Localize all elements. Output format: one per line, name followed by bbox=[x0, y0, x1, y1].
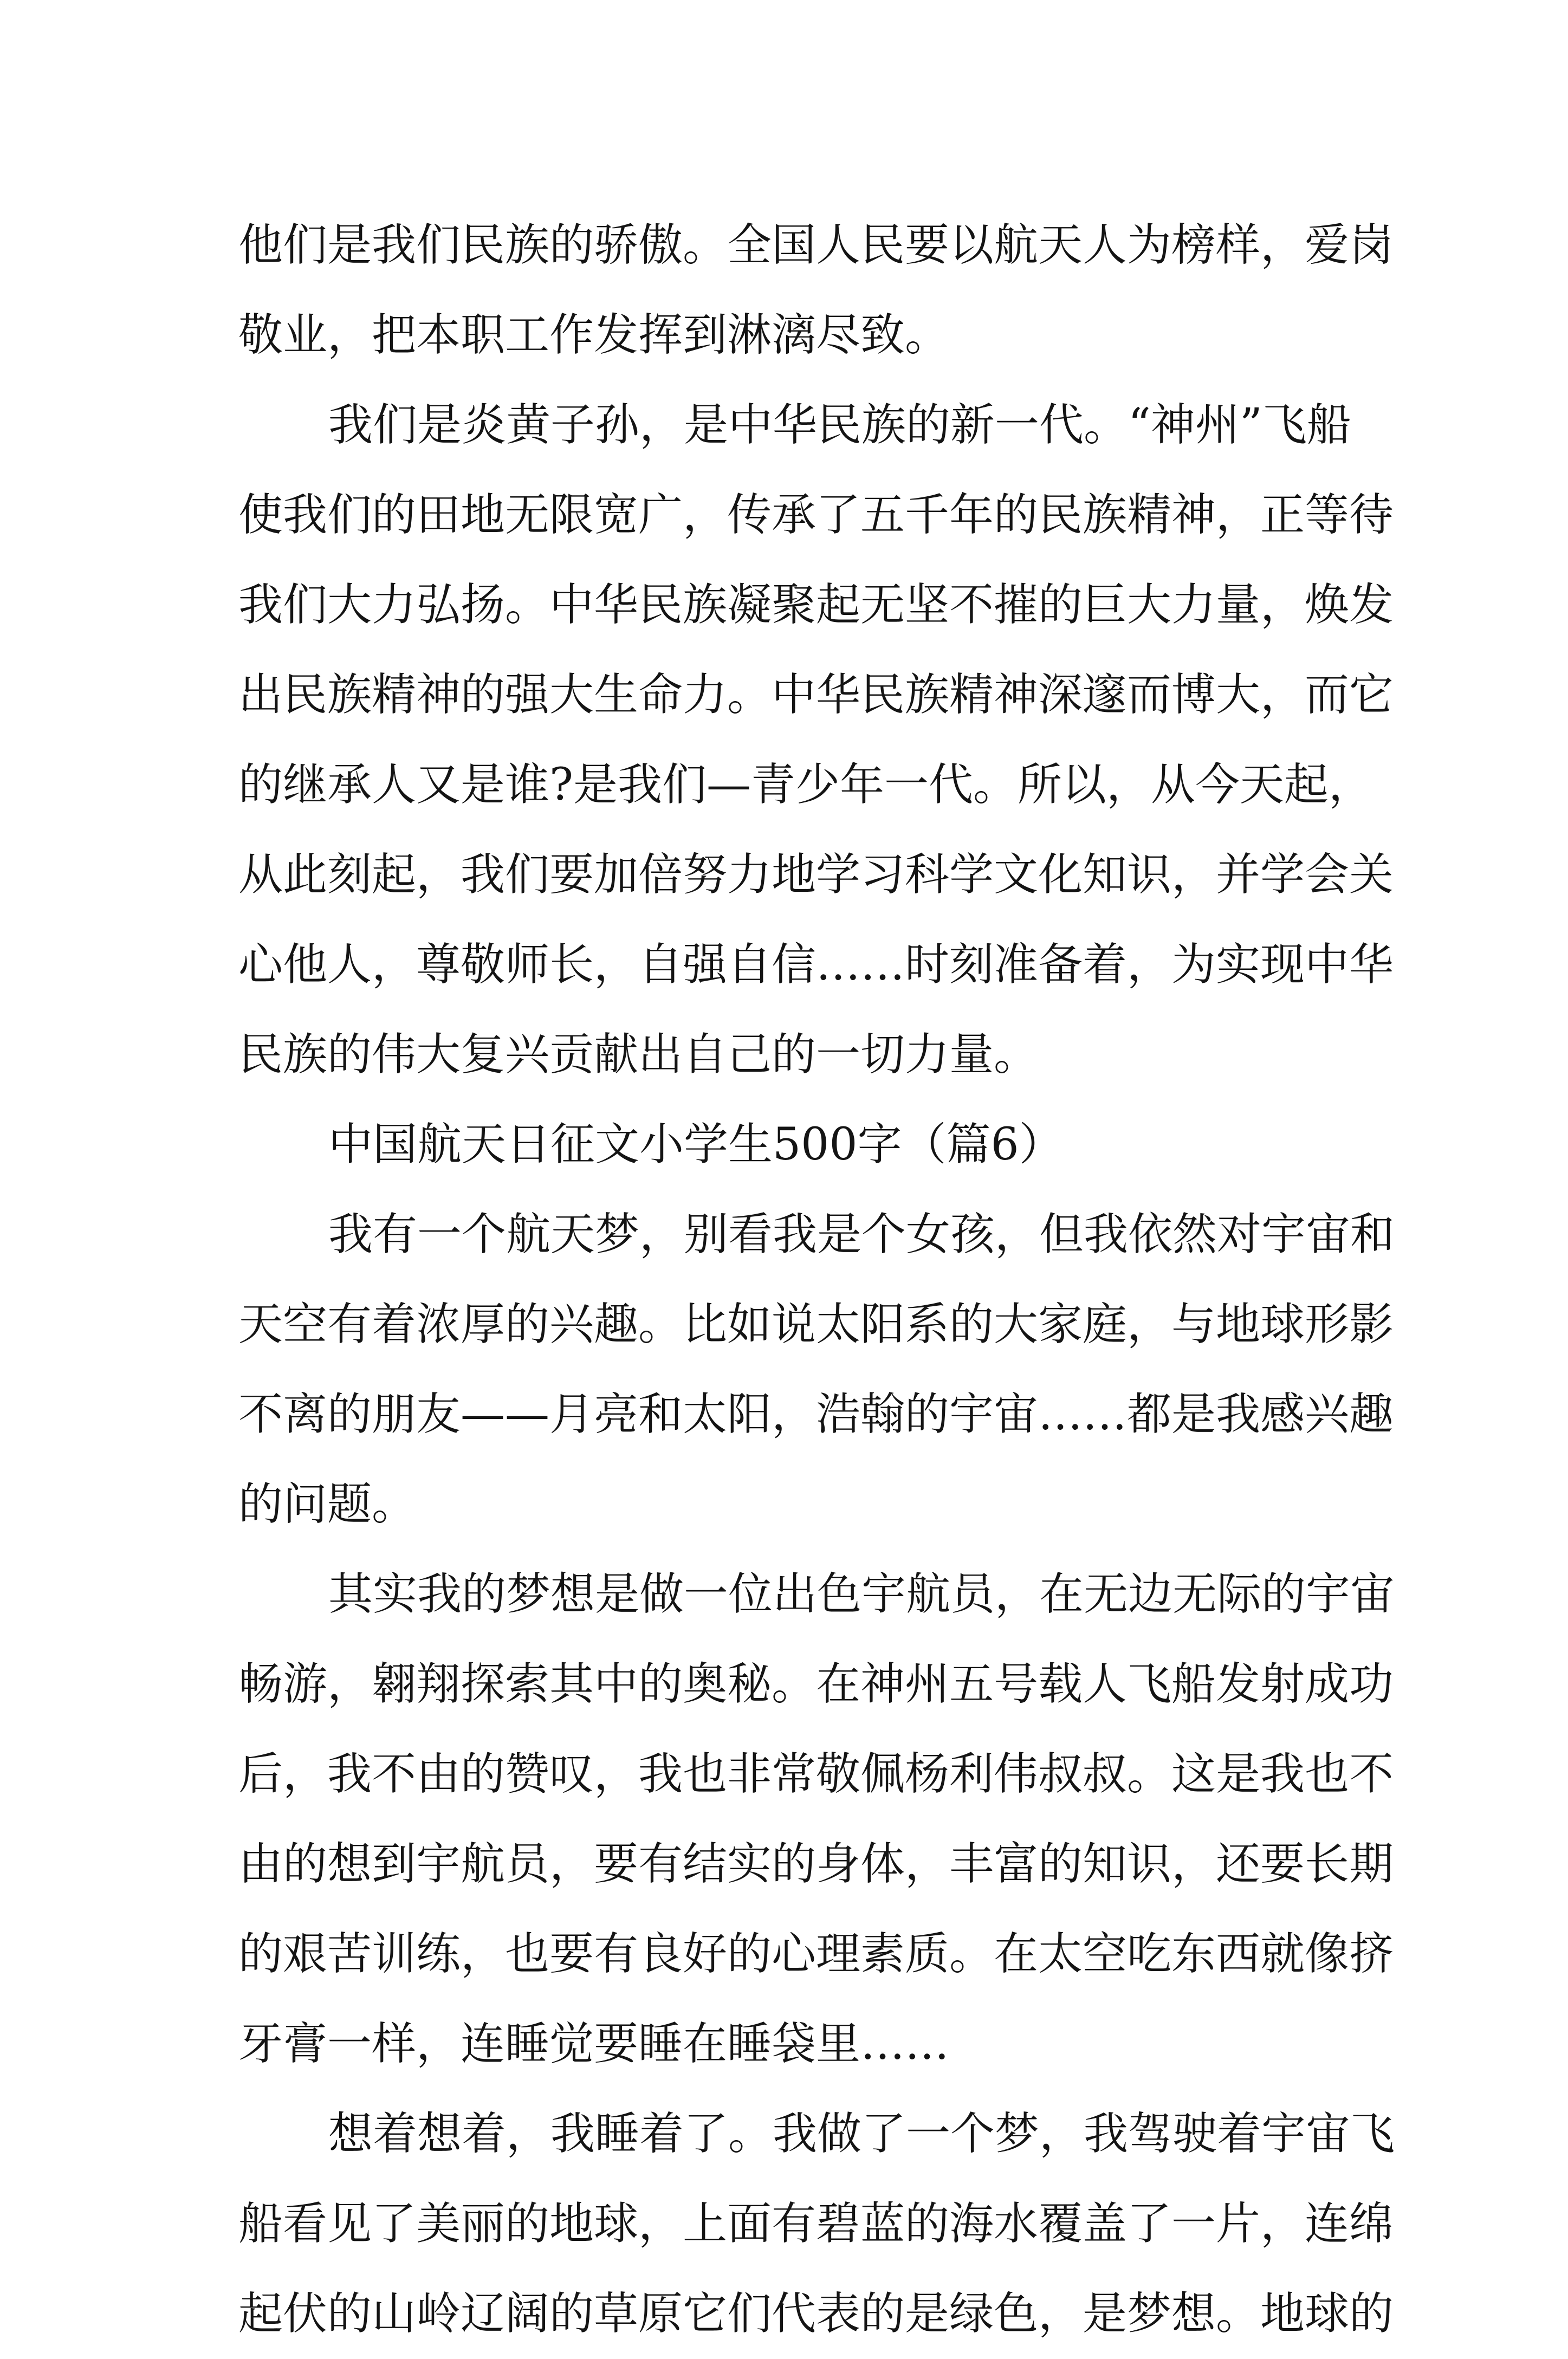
paragraph-2 bbox=[238, 380, 1394, 1100]
text-line: 心他人，尊敬师长，自强自信……时刻准备着，为实现中华 bbox=[238, 939, 1394, 990]
text-line: 起伏的山岭辽阔的草原它们代表的是绿色，是梦想。地球的 bbox=[238, 2288, 1394, 2339]
text-line: 我们是炎黄子孙，是中华民族的新一代。“神州”飞船 bbox=[328, 399, 1351, 451]
paragraph-5 bbox=[238, 1550, 1395, 2089]
text-line: 我们大力弘扬。中华民族凝聚起无坚不摧的巨大力量，焕发 bbox=[238, 579, 1394, 631]
text-line: 船看见了美丽的地球，上面有碧蓝的海水覆盖了一片，连绵 bbox=[238, 2198, 1394, 2250]
text-line: 畅游，翱翔探索其中的奥秘。在神州五号载人飞船发射成功 bbox=[238, 1658, 1394, 1710]
text-line: 他们是我们民族的骄傲。全国人民要以航天人为榜样，爱岗 bbox=[238, 219, 1394, 271]
text-line: 民族的伟大复兴贡献出自己的一切力量。 bbox=[238, 1029, 1039, 1080]
text-line: 由的想到宇航员，要有结实的身体，丰富的知识，还要长期 bbox=[238, 1838, 1394, 1890]
text-line: 使我们的田地无限宽广，传承了五千年的民族精神，正等待 bbox=[238, 489, 1394, 541]
heading-line: 中国航天日征文小学生500字（篇6） bbox=[328, 1119, 1064, 1170]
paragraph-1 bbox=[238, 200, 1394, 380]
text-line: 不离的朋友——月亮和太阳，浩翰的宇宙……都是我感兴趣 bbox=[238, 1389, 1394, 1440]
text-line: 出民族精神的强大生命力。中华民族精神深邃而博大，而它 bbox=[238, 669, 1394, 721]
text-line: 牙膏一样，连睡觉要睡在睡袋里…… bbox=[238, 2018, 950, 2070]
text-line: 敬业，把本职工作发挥到淋漓尽致。 bbox=[238, 309, 950, 361]
text-line: 天空有着浓厚的兴趣。比如说太阳系的大家庭，与地球形影 bbox=[238, 1299, 1394, 1350]
text-line: 我有一个航天梦，别看我是个女孩，但我依然对宇宙和 bbox=[328, 1209, 1395, 1260]
text-line: 从此刻起，我们要加倍努力地学习科学文化知识，并学会关 bbox=[238, 849, 1394, 900]
text-line: 想着想着，我睡着了。我做了一个梦，我驾驶着宇宙飞 bbox=[328, 2108, 1395, 2160]
body-text bbox=[238, 200, 1395, 2359]
text-line: 其实我的梦想是做一位出色宇航员，在无边无际的宇宙 bbox=[328, 1569, 1395, 1620]
text-line: 的艰苦训练，也要有良好的心理素质。在太空吃东西就像挤 bbox=[238, 1928, 1394, 1980]
text-line: 的问题。 bbox=[238, 1479, 417, 1530]
text-line: 后，我不由的赞叹，我也非常敬佩杨利伟叔叔。这是我也不 bbox=[238, 1748, 1394, 1800]
section-heading bbox=[238, 1100, 1349, 1190]
text-line: 的继承人又是谁?是我们—青少年一代。所以，从今天起， bbox=[238, 759, 1373, 811]
paragraph-6 bbox=[238, 2089, 1395, 2359]
paragraph-4 bbox=[238, 1190, 1395, 1550]
